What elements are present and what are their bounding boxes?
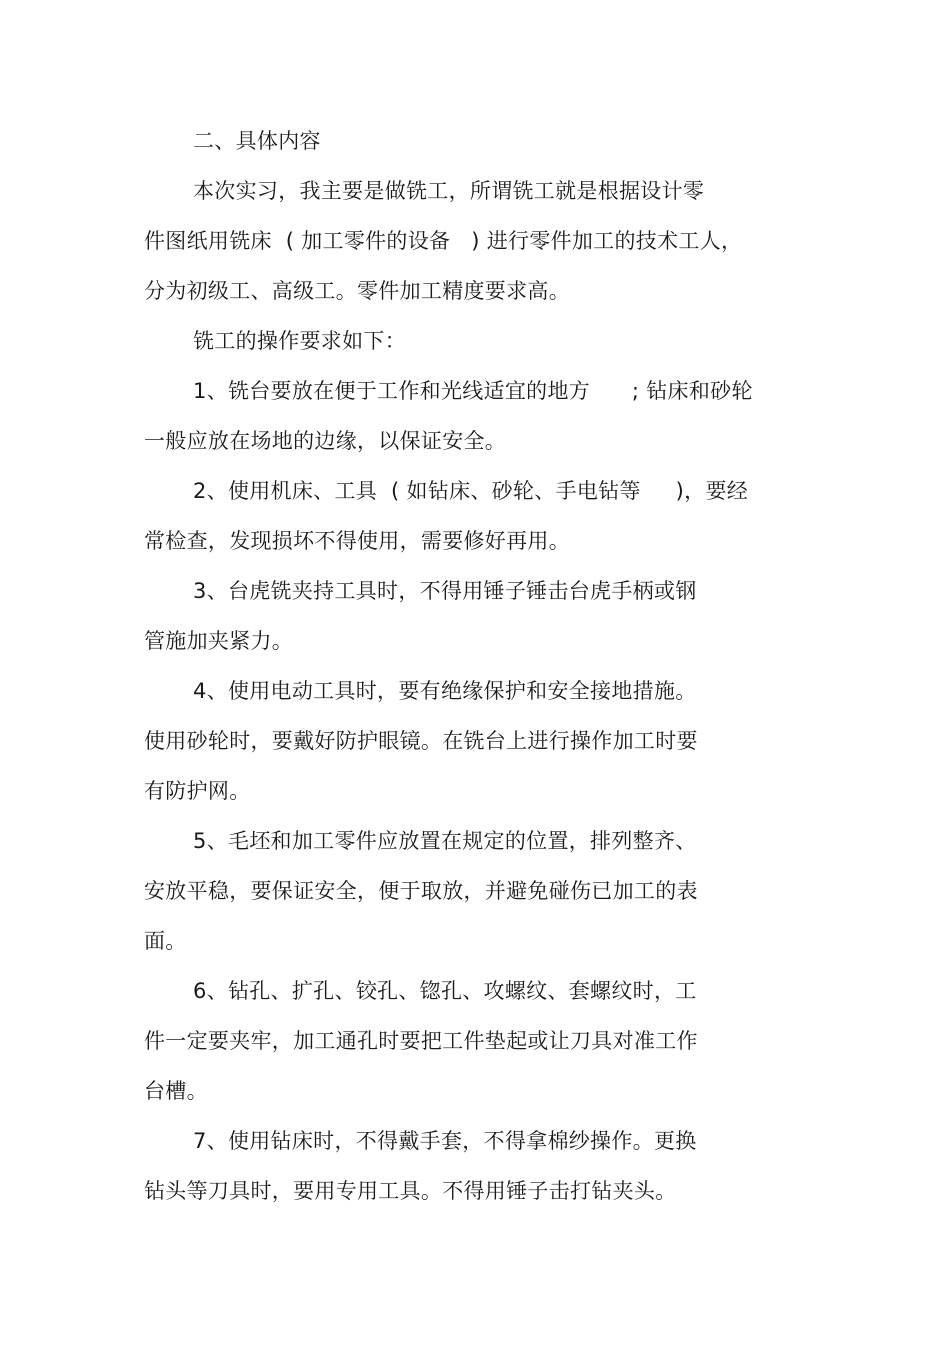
list-item-line: 面。 bbox=[144, 929, 187, 953]
paragraph-line: 本次实习，我主要是做铣工，所谓铣工就是根据设计零 bbox=[193, 179, 705, 203]
list-item-line: 6、钻孔、扩孔、铰孔、锪孔、攻螺纹、套螺纹时，工 bbox=[193, 979, 697, 1003]
list-item-line: 3、台虎铣夹持工具时，不得用锤子锤击台虎手柄或钢 bbox=[193, 579, 697, 603]
list-item-line: 钻头等刀具时，要用专用工具。不得用锤子击打钻夹头。 bbox=[144, 1179, 677, 1203]
list-item-line: 安放平稳，要保证安全，便于取放，并避免碰伤已加工的表 bbox=[144, 879, 698, 903]
list-item-line: 7、使用钻床时，不得戴手套，不得拿棉纱操作。更换 bbox=[193, 1129, 697, 1153]
list-item-line: 1、铣台要放在便于工作和光线适宜的地方 ; 钻床和砂轮 bbox=[193, 379, 753, 403]
list-item-line: 一般应放在场地的边缘，以保证安全。 bbox=[144, 429, 507, 453]
list-item-line: 件一定要夹牢，加工通孔时要把工件垫起或让刀具对准工作 bbox=[144, 1029, 698, 1053]
list-item-line: 使用砂轮时，要戴好防护眼镜。在铣台上进行操作加工时要 bbox=[144, 729, 698, 753]
paragraph-line: 件图纸用铣床 ( 加工零件的设备 ) 进行零件加工的技术工人， bbox=[144, 229, 743, 253]
list-item-line: 管施加夹紧力。 bbox=[144, 629, 294, 653]
list-item-line: 常检查，发现损坏不得使用，需要修好再用。 bbox=[144, 529, 570, 553]
paragraph-line: 铣工的操作要求如下： bbox=[193, 329, 406, 353]
list-item-line: 有防护网。 bbox=[144, 779, 251, 803]
section-heading: 二、具体内容 bbox=[193, 129, 321, 153]
list-item-line: 2、使用机床、工具 ( 如钻床、砂轮、手电钻等 )，要经 bbox=[193, 479, 749, 503]
list-item-line: 台槽。 bbox=[144, 1079, 208, 1103]
paragraph-line: 分为初级工、高级工。零件加工精度要求高。 bbox=[144, 279, 570, 303]
list-item-line: 4、使用电动工具时，要有绝缘保护和安全接地措施。 bbox=[193, 679, 697, 703]
list-item-line: 5、毛坯和加工零件应放置在规定的位置，排列整齐、 bbox=[193, 829, 697, 853]
